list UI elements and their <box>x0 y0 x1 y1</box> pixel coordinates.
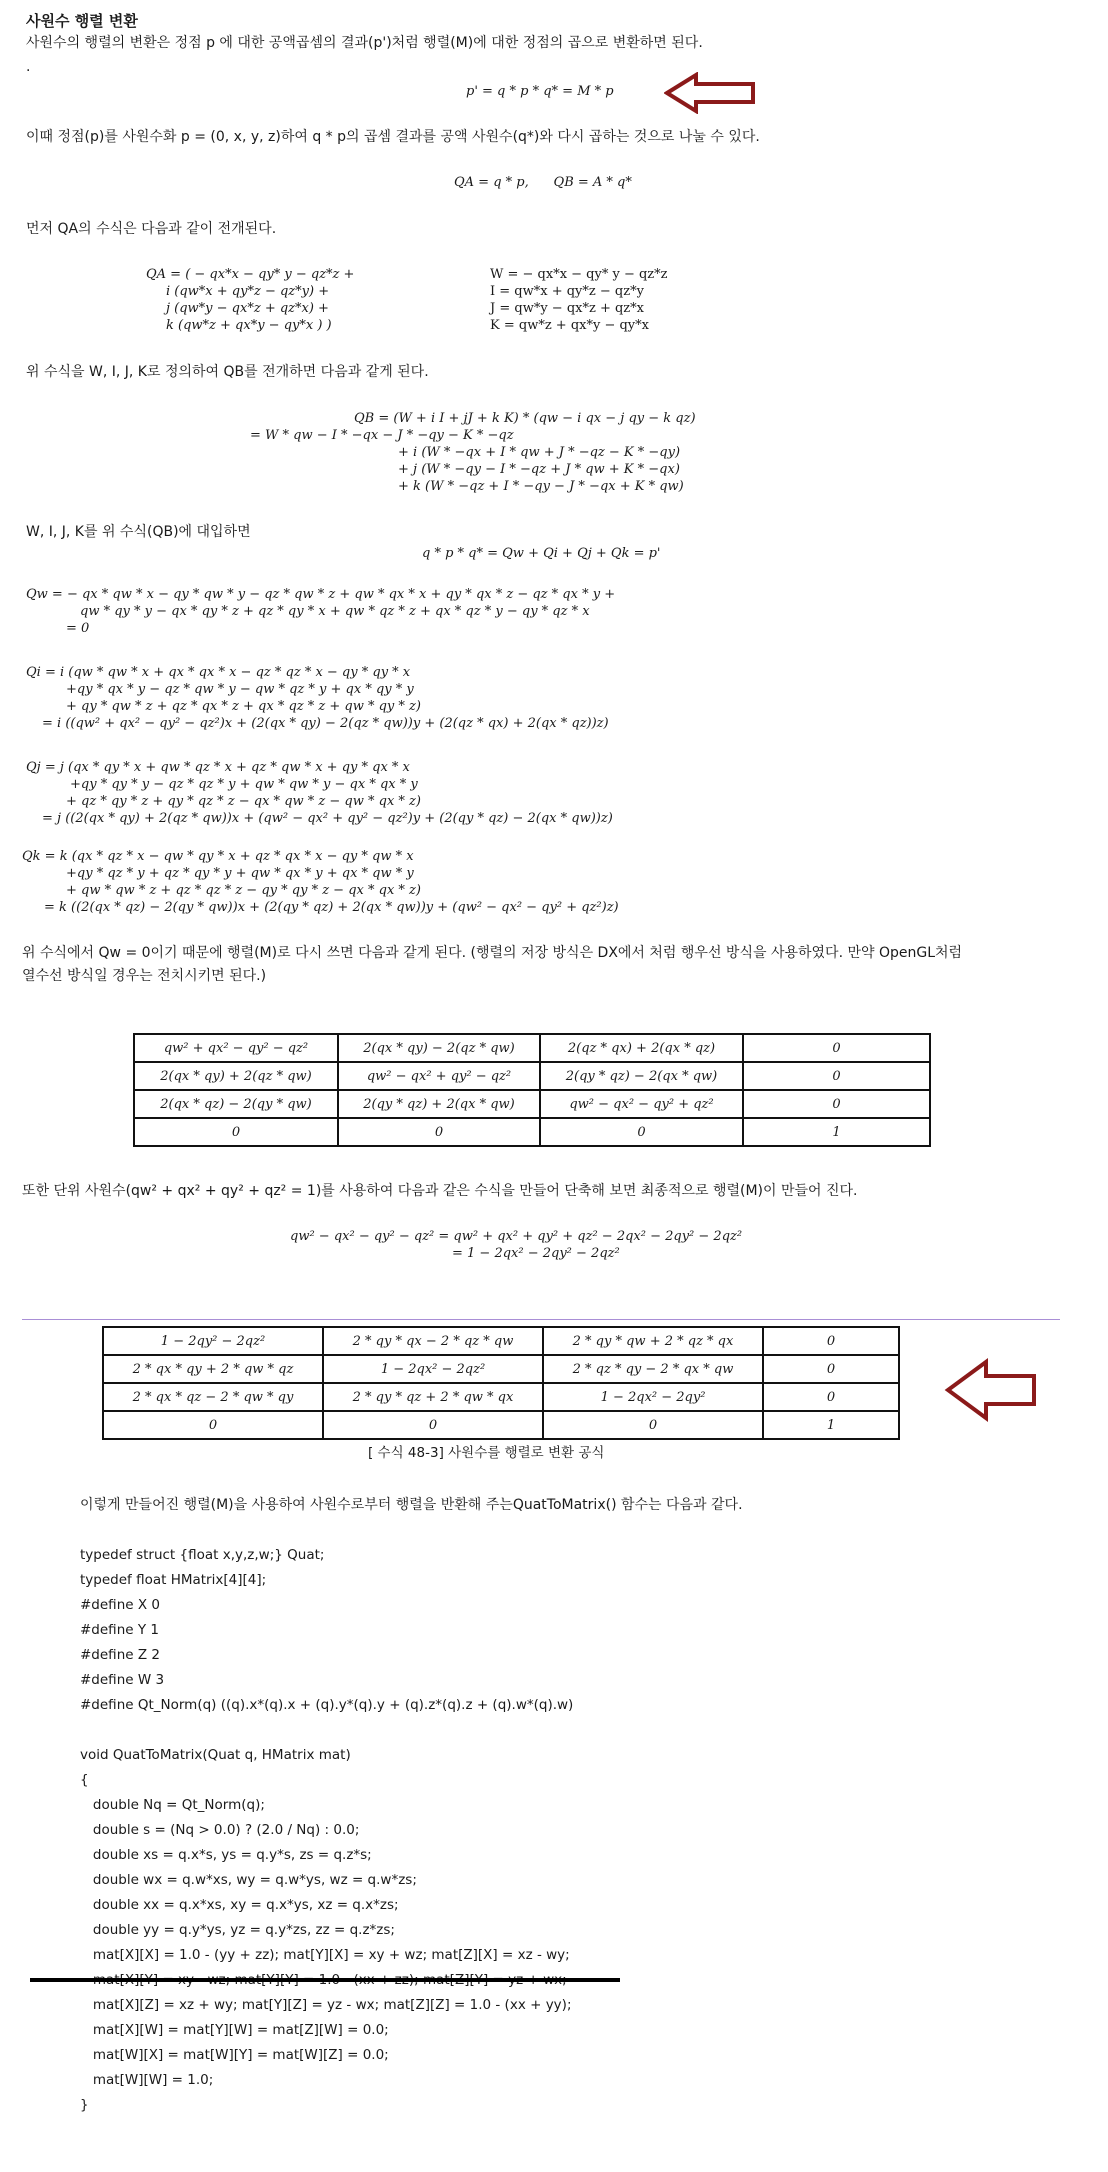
paragraph-row-major-line2: 열수선 방식일 경우는 전치시키면 된다.) <box>22 968 267 984</box>
qw-line: qw * qy * y − qx * qy * z + qz * qy * x + qw * qz * z + qx * qz * y − qy * qz * x <box>80 604 590 619</box>
section-divider <box>22 1319 1060 1320</box>
code-line: } <box>80 2097 89 2113</box>
code-line: #define Y 1 <box>80 1622 159 1638</box>
matrix-cell: qw² − qx² + qy² − qz² <box>338 1062 540 1090</box>
intro-text: 사원수의 행렬의 변환은 정점 p 에 대한 공액곱셈의 결과(p')처럼 행렬(M)에 대한 정점의 곱으로 변환하면 된다. <box>26 35 703 51</box>
code-line: typedef float HMatrix[4][4]; <box>80 1572 267 1588</box>
paragraph-row-major-line1: 위 수식에서 Qw = 0이기 때문에 행렬(M)로 다시 쓰면 다음과 같게 된다. (행렬의 저장 방식은 DX에서 처럼 행우선 방식을 사용하였다. 만약 OpenGL처럼 <box>22 945 963 961</box>
code-line: void QuatToMatrix(Quat q, HMatrix mat) <box>80 1747 351 1763</box>
matrix-cell: 0 <box>763 1355 899 1383</box>
qb-line: + j (W * −qy − I * −qz + J * qw + K * −qx) <box>398 462 680 477</box>
matrix-cell: 0 <box>743 1034 930 1062</box>
qb-line: + i (W * −qx + I * qw + J * −qz − K * −qy) <box>398 445 681 460</box>
matrix-cell: 2 * qy * qw + 2 * qz * qx <box>543 1327 763 1355</box>
unit-identity-line: = 1 − 2qx² − 2qy² − 2qz² <box>452 1246 620 1261</box>
qj-line: +qy * qy * y − qz * qz * y + qw * qw * y − qx * qx * y <box>70 777 418 792</box>
matrix-row <box>134 1118 930 1146</box>
qw-line: Qw = − qx * qw * x − qy * qw * y − qz * qw * z + qw * qx * x + qy * qx * z − qz * qx * y + <box>26 587 616 602</box>
paragraph-unit-quaternion: 또한 단위 사원수(qw² + qx² + qy² + qz² = 1)를 사용하여 다음과 같은 수식을 만들어 단축해 보면 최종적으로 행렬(M)이 만들어 진다. <box>22 1183 858 1199</box>
matrix-cell: 0 <box>103 1411 323 1439</box>
matrix-cell: 0 <box>763 1327 899 1355</box>
wijk-line: W = − qx*x − qy* y − qz*z <box>490 267 668 282</box>
matrix-cell: 1 <box>763 1411 899 1439</box>
qa-qb-definition: QA = q * p, QB = A * q* <box>454 175 632 190</box>
qw-line: = 0 <box>66 621 90 636</box>
matrix-cell: 0 <box>543 1411 763 1439</box>
matrix-cell: 0 <box>323 1411 543 1439</box>
code-line: #define W 3 <box>80 1672 165 1688</box>
qj-line: + qz * qy * z + qy * qz * z − qx * qw * z − qw * qx * z) <box>66 794 421 809</box>
qb-line: + k (W * −qz + I * −qy − J * −qx + K * qw) <box>398 479 684 494</box>
qb-line: = W * qw − I * −qx − J * −qy − K * −qz <box>250 428 514 443</box>
wijk-line: K = qw*z + qx*y − qy*x <box>490 318 649 333</box>
qi-line: + qy * qw * z + qz * qx * z + qx * qz * z + qw * qy * z) <box>66 699 421 714</box>
matrix-row <box>134 1062 930 1090</box>
matrix-cell: 2 * qy * qx − 2 * qz * qw <box>323 1327 543 1355</box>
figure-caption: [ 수식 48-3] 사원수를 행렬로 변환 공식 <box>368 1445 605 1461</box>
matrix-row <box>103 1327 899 1355</box>
matrix-cell: 2(qz * qx) + 2(qx * qz) <box>540 1034 743 1062</box>
matrix-row <box>103 1355 899 1383</box>
qk-line: +qy * qz * y + qz * qy * y + qw * qx * y + qx * qw * y <box>66 866 414 881</box>
expanded-rotation-matrix <box>133 1033 931 1147</box>
matrix-cell: 2(qx * qy) + 2(qz * qw) <box>134 1062 338 1090</box>
full-product-equation: q * p * q* = Qw + Qi + Qj + Qk = p' <box>422 546 661 561</box>
paragraph-substitute: W, I, J, K를 위 수식(QB)에 대입하면 <box>26 524 251 540</box>
matrix-cell: 2 * qx * qz − 2 * qw * qy <box>103 1383 323 1411</box>
code-line: #define Z 2 <box>80 1647 160 1663</box>
final-rotation-matrix <box>102 1326 900 1440</box>
qj-line: = j ((2(qx * qy) + 2(qz * qw))x + (qw² − qx² + qy² − qz²)y + (2(qy * qz) − 2(qx * qw))z) <box>42 811 613 826</box>
matrix-row <box>134 1090 930 1118</box>
conjugate-product-equation: p' = q * p * q* = M * p <box>466 84 614 99</box>
stray-dot: . <box>26 59 31 75</box>
matrix-cell: 2 * qy * qz + 2 * qw * qx <box>323 1383 543 1411</box>
qa-line: k (qw*z + qx*y − qy*x ) ) <box>166 318 332 333</box>
qk-line: + qw * qw * z + qz * qz * z − qy * qy * z − qx * qx * z) <box>66 883 421 898</box>
qj-line: Qj = j (qx * qy * x + qw * qz * x + qz * qw * x + qy * qx * x <box>26 760 410 775</box>
qa-line: i (qw*x + qy*z − qz*y) + <box>166 284 330 299</box>
qa-line: QA = ( − qx*x − qy* y − qz*z + <box>146 267 355 282</box>
unit-identity-line: qw² − qx² − qy² − qz² = qw² + qx² + qy² + qz² − 2qx² − 2qy² − 2qz² <box>290 1229 743 1244</box>
code-line: double yy = q.y*ys, yz = q.y*zs, zz = q.z*zs; <box>80 1922 395 1938</box>
code-line: mat[W][W] = 1.0; <box>80 2072 214 2088</box>
matrix-cell: 0 <box>763 1383 899 1411</box>
code-line: mat[X][Z] = xz + wy; mat[Y][Z] = yz - wx; mat[Z][Z] = 1.0 - (xx + yy); <box>80 1997 572 2013</box>
code-line: #define Qt_Norm(q) ((q).x*(q).x + (q).y*(q).y + (q).z*(q).z + (q).w*(q).w) <box>80 1697 574 1713</box>
matrix-cell: 2(qy * qz) + 2(qx * qw) <box>338 1090 540 1118</box>
paragraph-qb-expand: 위 수식을 W, I, J, K로 정의하여 QB를 전개하면 다음과 같게 된다. <box>26 364 429 380</box>
matrix-cell: 1 − 2qy² − 2qz² <box>103 1327 323 1355</box>
matrix-cell: 1 − 2qx² − 2qy² <box>543 1383 763 1411</box>
matrix-cell: qw² + qx² − qy² − qz² <box>134 1034 338 1062</box>
matrix-row <box>103 1383 899 1411</box>
matrix-cell: 0 <box>134 1118 338 1146</box>
qa-line: j (qw*y − qx*z + qz*x) + <box>166 301 329 316</box>
code-line: mat[W][X] = mat[W][Y] = mat[W][Z] = 0.0; <box>80 2047 389 2063</box>
paragraph-function-intro: 이렇게 만들어진 행렬(M)을 사용하여 사원수로부터 행렬을 반환해 주는QuatToMatrix() 함수는 다음과 같다. <box>80 1497 743 1513</box>
matrix-cell: 1 − 2qx² − 2qz² <box>323 1355 543 1383</box>
matrix-cell: 0 <box>743 1062 930 1090</box>
paragraph-quaternion-split: 이때 정점(p)를 사원수화 p = (0, x, y, z)하여 q * p의 곱셈 결과를 공액 사원수(q*)와 다시 곱하는 것으로 나눌 수 있다. <box>26 129 760 145</box>
code-line: double s = (Nq > 0.0) ? (2.0 / Nq) : 0.0; <box>80 1822 360 1838</box>
code-line: typedef struct {float x,y,z,w;} Quat; <box>80 1547 325 1563</box>
qb-line: QB = (W + i I + jJ + k K) * (qw − i qx − j qy − k qz) <box>354 411 696 426</box>
qi-line: Qi = i (qw * qw * x + qx * qx * x − qz * qz * x − qy * qy * x <box>26 665 411 680</box>
matrix-row <box>134 1034 930 1062</box>
matrix-cell: 0 <box>540 1118 743 1146</box>
code-line: double wx = q.w*xs, wy = q.w*ys, wz = q.w*zs; <box>80 1872 417 1888</box>
left-arrow-icon <box>944 1358 1038 1422</box>
matrix-cell: 2(qx * qy) − 2(qz * qw) <box>338 1034 540 1062</box>
matrix-cell: 2(qx * qz) − 2(qy * qw) <box>134 1090 338 1118</box>
matrix-cell: 1 <box>743 1118 930 1146</box>
code-line: double Nq = Qt_Norm(q); <box>80 1797 265 1813</box>
code-line: { <box>80 1772 89 1788</box>
matrix-cell: qw² − qx² − qy² + qz² <box>540 1090 743 1118</box>
qi-line: = i ((qw² + qx² − qy² − qz²)x + (2(qx * qy) − 2(qz * qw))y + (2(qz * qx) + 2(qx * qz))z) <box>42 716 609 731</box>
left-arrow-icon <box>664 72 756 114</box>
paragraph-qa-expand: 먼저 QA의 수식은 다음과 같이 전개된다. <box>26 221 277 237</box>
matrix-cell: 0 <box>338 1118 540 1146</box>
code-line: mat[X][W] = mat[Y][W] = mat[Z][W] = 0.0; <box>80 2022 389 2038</box>
matrix-cell: 0 <box>743 1090 930 1118</box>
code-line: double xx = q.x*xs, xy = q.x*ys, xz = q.x*zs; <box>80 1897 399 1913</box>
code-line: mat[X][X] = 1.0 - (yy + zz); mat[Y][X] = xy + wz; mat[Z][X] = xz - wy; <box>80 1947 570 1963</box>
wijk-line: J = qw*y − qx*z + qz*x <box>490 301 644 316</box>
qk-line: = k ((2(qx * qz) − 2(qy * qw))x + (2(qy * qz) + 2(qx * qw))y + (qw² − qx² − qy² + qz²)z) <box>44 900 619 915</box>
matrix-row <box>103 1411 899 1439</box>
matrix-cell: 2 * qx * qy + 2 * qw * qz <box>103 1355 323 1383</box>
qi-line: +qy * qx * y − qz * qw * y − qw * qz * y + qx * qy * y <box>66 682 414 697</box>
wijk-line: I = qw*x + qy*z − qz*y <box>490 284 644 299</box>
highlight-underline <box>30 1978 620 1982</box>
qk-line: Qk = k (qx * qz * x − qw * qy * x + qz * qx * x − qy * qw * x <box>22 849 414 864</box>
page-title: 사원수 행렬 변환 <box>26 12 138 30</box>
code-line: #define X 0 <box>80 1597 160 1613</box>
code-line: double xs = q.x*s, ys = q.y*s, zs = q.z*s; <box>80 1847 372 1863</box>
matrix-cell: 2(qy * qz) − 2(qx * qw) <box>540 1062 743 1090</box>
matrix-cell: 2 * qz * qy − 2 * qx * qw <box>543 1355 763 1383</box>
